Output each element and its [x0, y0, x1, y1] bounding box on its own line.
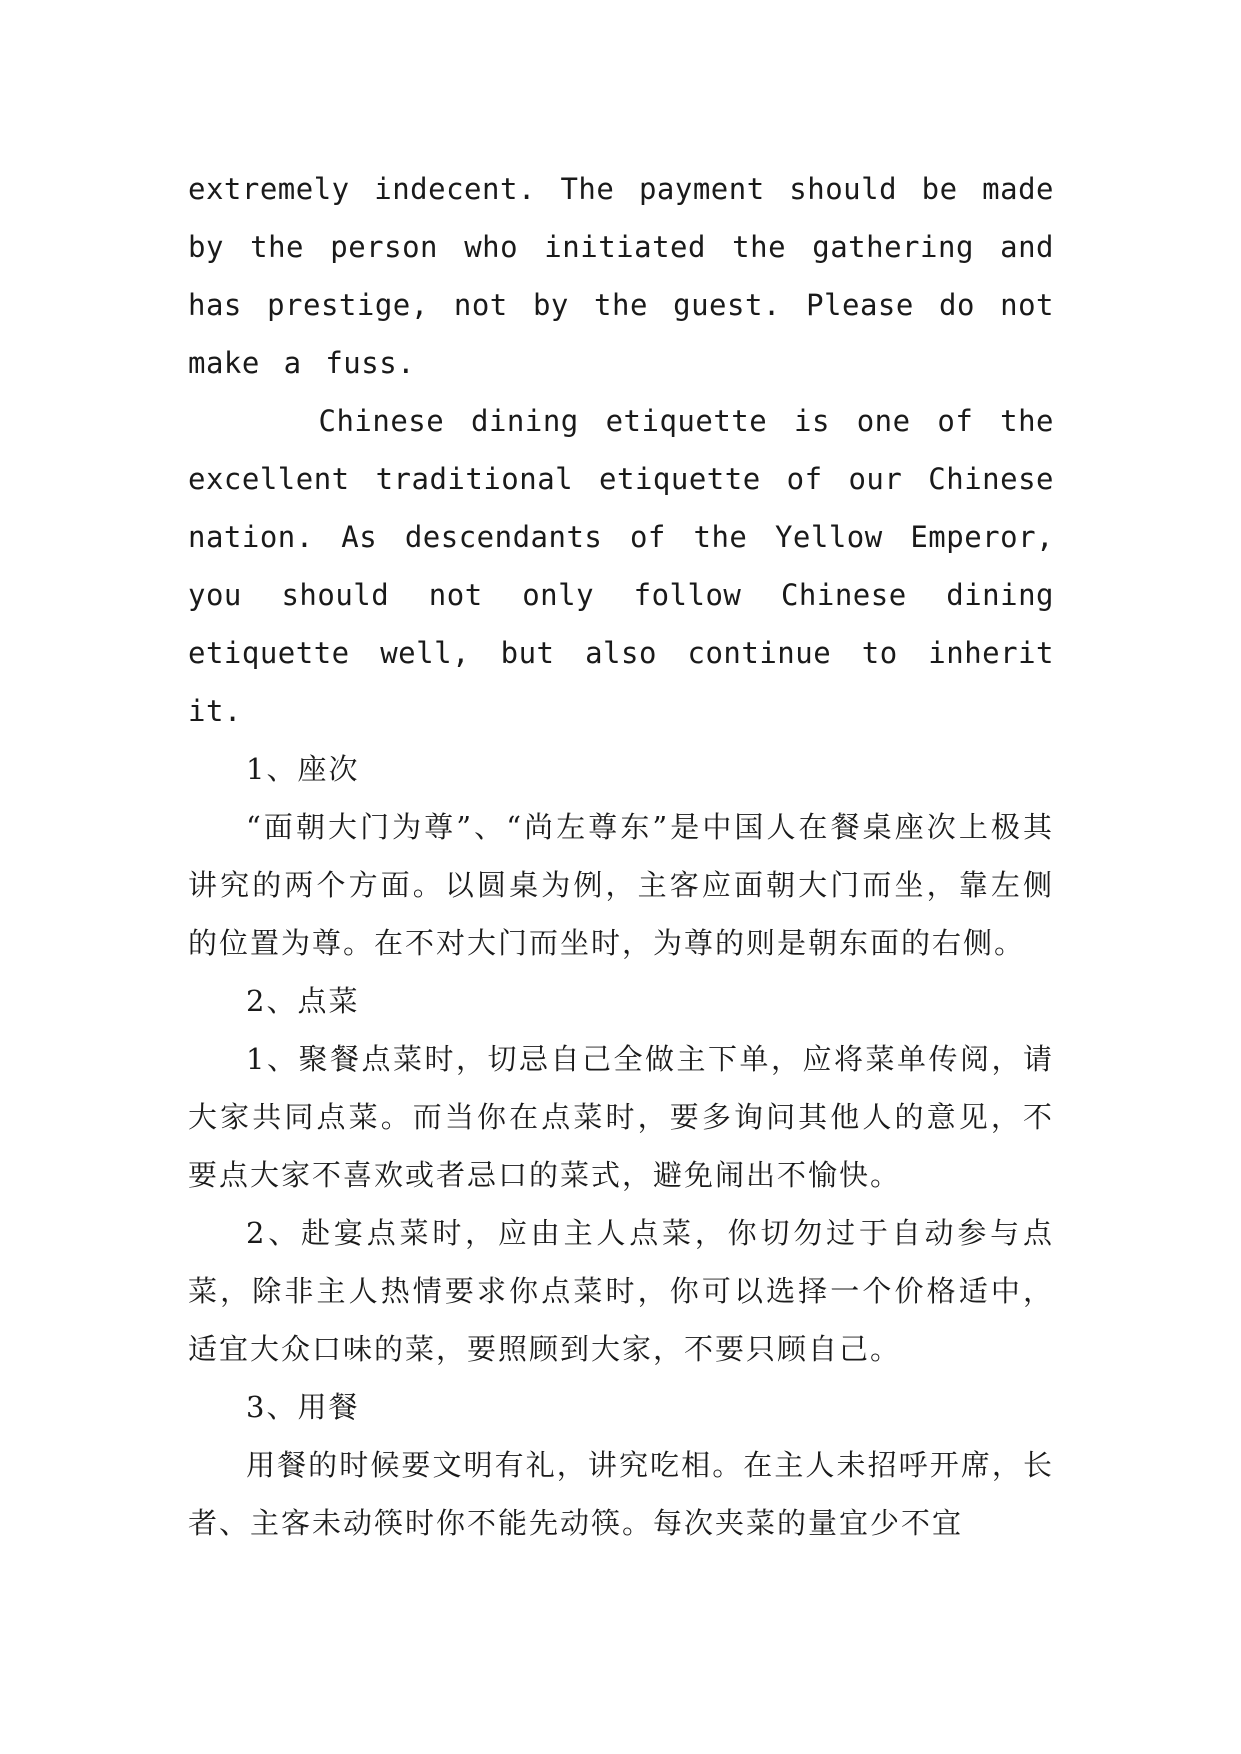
- section-heading-ordering: 2、点菜: [246, 984, 360, 1018]
- paragraph-dining: 用餐的时候要文明有礼，讲究吃相。在主人未招呼开席，长者、主客未动筷时你不能先动筷。每次夹菜的量宜少不宜: [188, 1448, 1054, 1540]
- paragraph-seating: “面朝大门为尊”、“尚左尊东”是中国人在餐桌座次上极其讲究的两个方面。以圆桌为例，主客应面朝大门而坐，靠左侧的位置为尊。在不对大门而坐时，为尊的则是朝东面的右侧。: [188, 810, 1054, 960]
- paragraph-payment: extremely indecent. The payment should be made by the person who initiated the gathering and has prestige, not by the guest. Please do not make a fuss.: [188, 172, 1054, 380]
- paragraph-ordering-gathering: 1、聚餐点菜时，切忌自己全做主下单，应将菜单传阅，请大家共同点菜。而当你在点菜时，要多询问其他人的意见，不要点大家不喜欢或者忌口的菜式，避免闹出不愉快。: [188, 1042, 1054, 1192]
- paragraph-ordering-banquet: 2、赴宴点菜时，应由主人点菜，你切勿过于自动参与点菜，除非主人热情要求你点菜时，你可以选择一个价格适中，适宜大众口味的菜，要照顾到大家，不要只顾自己。: [188, 1216, 1054, 1366]
- document-body: [188, 160, 1054, 1552]
- section-heading-seating: 1、座次: [246, 752, 360, 786]
- paragraph-etiquette-intro: Chinese dining etiquette is one of the excellent traditional etiquette of our Chinese nation. As descendants of the Yellow Emperor, you should not only follow Chinese dining etiquette well, but also continue to inherit it.: [188, 404, 1054, 728]
- section-heading-dining: 3、用餐: [246, 1390, 360, 1424]
